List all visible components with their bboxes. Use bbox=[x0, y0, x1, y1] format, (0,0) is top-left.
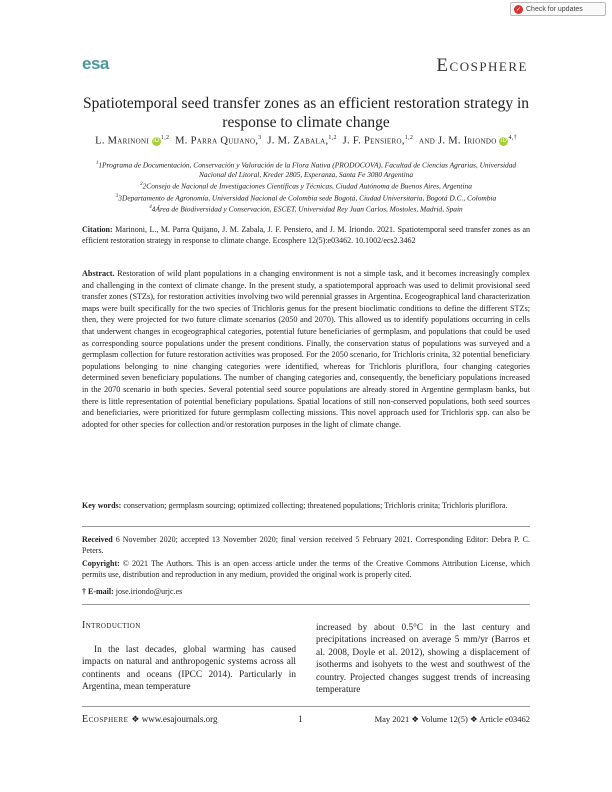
abstract-text: Restoration of wild plant populations in a changing environment is not a simple task, and it becomes increasingly complex and challenging in the context of climate change. In the present study, a spatiotemporal approach was used to delimit provisional seed transfer zones (STZs), for restoration activities involving two wild perennial grasses in Argentina. Ecogeographical land characterization maps were built specifically for the two species of Trichloris genus for the present bioclimatic conditions to define the different STZs; then, they were projected for two future climate scenarios (2050 and 2070). This allowed us to identify populations occurring in cells that underwent changes in ecogeographical categories, potential future beneficiaries of germplasm, and populations that could be used as corresponding source populations under the present conditions. Finally, the conservation status of populations was surveyed and a germplasm collection for future restoration activities was proposed. For the 2050 scenario, for Trichloris crinita, 32 potential beneficiary populations belonging to nine changing categories were identified, whereas for Trichloris pluriflora, four changing categories determined seven beneficiary populations. The number of changing categories and, consequently, the beneficiary populations increased in the 2070 scenario in both species. Several potential seed source populations are already stored in Argentine germplasm banks, but there is little representation of potential beneficiary populations. Spatial locations of still non-conserved populations, both seed sources and beneficiaries, were prioritized for future germplasm collecting missions. This novel approach used for Trichloris spp. can also be adopted for other species for collection and/or restoration purposes in the light of climate change. bbox=[82, 269, 530, 429]
copyright bbox=[82, 558, 530, 580]
page-number: 1 bbox=[298, 714, 303, 724]
affiliation-1: $^1$1Programa de Documentación, Conservación y Valoración de la Flora Nativa (PRODOCOVA), Facultad de Ciencias Agrarias, Universidad Nacional del Litoral, Kreder 2805, Esperanza, Santa Fe 3080 Argentina bbox=[95, 160, 517, 180]
footer-divider bbox=[82, 706, 530, 707]
affiliation-2: $^2$2Consejo de Nacional de Investigaciones Científicas y Técnicas, Ciudad Autónoma de Buenos Aires, Argentina bbox=[140, 181, 472, 191]
received-dates bbox=[82, 534, 530, 556]
affiliations bbox=[82, 159, 530, 215]
citation-label: Citation: bbox=[82, 225, 113, 234]
footer-journal-name: Ecosphere bbox=[82, 714, 129, 725]
body-text-left-column: In the last decades, global warming has caused impacts on natural and anthropogenic systems across all continents and oceans (IPCC 2014). Particularly in Argentina, mean temperature bbox=[82, 645, 296, 693]
esa-logo: esa bbox=[82, 54, 109, 73]
received-text: 6 November 2020; accepted 13 November 2020; final version received 5 February 2021. Corresponding Editor: Debra P. C. Peters. bbox=[82, 535, 530, 555]
orcid-icon[interactable]: iD bbox=[153, 137, 160, 144]
keywords-label: Key words: bbox=[82, 501, 122, 510]
body-text-right-column: increased by about 0.5°C in the last century and precipitations increased on average 5 mm/yr (Barros et al. 2008, Doyle et al. 2012), showing a displacement of isotherms and isohyets to the west and southwest of the country. Projected changes suggest trends of increasing temperature bbox=[316, 623, 530, 696]
divider bbox=[82, 604, 530, 605]
author-list: L. Marinoni iD$^{1,2}$ M. Parra Quijano,$^3$ J. M. Zabala,$^{1,2}$ J. F. Pensiero,$^{1,2}$ and J. M. Iriondo $iD^{4,\dagger}$ bbox=[95, 135, 517, 147]
abstract bbox=[82, 268, 530, 430]
abstract-label: Abstract. bbox=[82, 269, 115, 278]
email-link[interactable]: jose.iriondo@urjc.es bbox=[113, 587, 183, 596]
received-label: Received bbox=[82, 535, 113, 544]
journal-name: Ecosphere bbox=[436, 55, 528, 76]
citation bbox=[82, 224, 530, 246]
orcid-icon[interactable]: iD bbox=[500, 137, 508, 144]
corresponding-email bbox=[82, 586, 530, 597]
check-for-updates-label: Check for updates bbox=[526, 5, 583, 13]
footer-website-link[interactable]: ❖ www.esajournals.org bbox=[131, 714, 218, 724]
keywords bbox=[82, 500, 530, 511]
article-title: Spatiotemporal seed transfer zones as an efficient restoration strategy in response to climate change bbox=[82, 95, 530, 131]
section-heading: Introduction bbox=[82, 620, 141, 631]
citation-text: Marinoni, L., M. Parra Quijano, J. M. Zabala, J. F. Pensiero, and J. M. Iriondo. 2021. Spatiotemporal seed transfer zones as an efficient restoration strategy in response to climate change. Ecosphere 12(5):e03462. 10.1002/ecs2.3462 bbox=[82, 225, 530, 245]
check-for-updates-badge[interactable] bbox=[510, 2, 606, 16]
keywords-text: conservation; germplasm sourcing; optimized collecting; threatened populations; Trichloris crinita; Trichloris pluriflora. bbox=[121, 501, 508, 510]
check-icon: ✓ bbox=[515, 6, 522, 13]
divider bbox=[82, 526, 530, 527]
affiliation-3: $^3$3Departamento de Agronomía, Universidad Nacional de Colombia sede Bogotá, Ciudad Universitaria, Bogotá D.C., Colombia bbox=[115, 193, 497, 203]
copyright-label: Copyright: bbox=[82, 559, 120, 568]
author-marinoni: L. Marinoni bbox=[95, 135, 149, 147]
footer-journal bbox=[82, 714, 217, 725]
affiliation-4: $^4$4Área de Biodiversidad y Conservación, ESCET, Universidad Rey Juan Carlos, Mostoles, Madrid, Spain bbox=[149, 204, 463, 214]
footer-issue-info: May 2021 ❖ Volume 12(5) ❖ Article e03462 bbox=[374, 714, 530, 724]
copyright-text: © 2021 The Authors. This is an open access article under the terms of the Creative Commons Attribution License, which permits use, distribution and reproduction in any medium, provided the original work is properly cited. bbox=[82, 559, 530, 579]
email-label: † E-mail: bbox=[82, 587, 114, 596]
